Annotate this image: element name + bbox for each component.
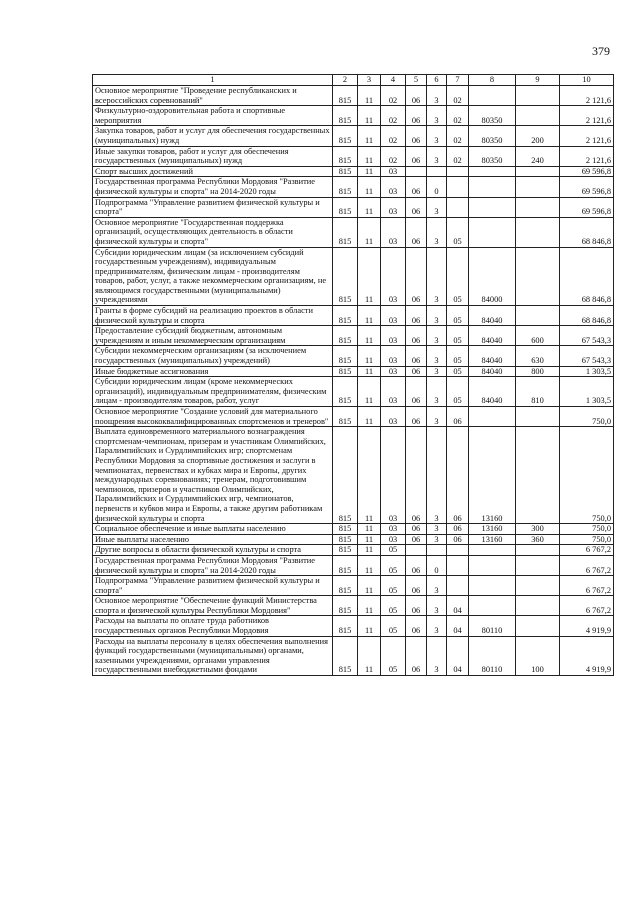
table-row [93,197,614,217]
code-cell [516,177,560,197]
code-cell: 06 [406,197,427,217]
code-cell: 05 [447,366,469,377]
code-cell [516,247,560,306]
column-header: 8 [469,75,516,86]
table-row [93,616,614,636]
code-cell: 03 [381,534,406,545]
code-cell: 06 [406,616,427,636]
code-cell: 80110 [469,636,516,675]
code-cell: 06 [406,306,427,326]
code-cell: 600 [516,326,560,346]
code-cell: 360 [516,534,560,545]
code-cell: 3 [427,326,447,346]
code-cell: 13160 [469,427,516,524]
table-header-row [93,75,614,86]
table-row [93,524,614,535]
column-header: 6 [427,75,447,86]
code-cell: 815 [333,106,358,126]
code-cell: 3 [427,377,447,407]
code-cell: 11 [358,555,381,575]
code-cell: 815 [333,126,358,146]
code-cell: 3 [427,596,447,616]
code-cell [469,596,516,616]
code-cell: 3 [427,197,447,217]
code-cell: 05 [447,377,469,407]
code-cell: 200 [516,126,560,146]
item-name-cell: Расходы на выплаты по оплате труда работников государственных органов Республики Мордовия [93,616,333,636]
code-cell: 80350 [469,106,516,126]
amount-cell: 4 919,9 [560,636,614,675]
table-row [93,346,614,366]
code-cell: 3 [427,106,447,126]
amount-cell: 1 303,5 [560,366,614,377]
item-name-cell: Физкультурно-оздоровительная работа и спортивные мероприятия [93,106,333,126]
code-cell: 815 [333,524,358,535]
code-cell: 11 [358,106,381,126]
code-cell: 06 [406,326,427,346]
code-cell: 06 [406,407,427,427]
item-name-cell: Выплата единовременного материального вознаграждения спортсменам-чемпионам, призерам и участникам Олимпийских, Паралимпийских и Сурдлимпийских игр; спортсменам Республики Мордовия за спортивные достижения и заслуги в чемпионатах, первенствах и кубках мира и Европы, других международных соревнованиях; тренерам, подготовившим чемпионов, призеров и участников Олимпийских, Паралимпийских и Сурдлимпийских игр, чемпионатов, первенств и кубков мира и Европы, а также другим работникам физической культуры и спорта [93,427,333,524]
code-cell: 06 [406,217,427,247]
column-header: 9 [516,75,560,86]
amount-cell: 2 121,6 [560,146,614,166]
code-cell: 06 [447,427,469,524]
code-cell: 815 [333,197,358,217]
code-cell [516,555,560,575]
code-cell: 630 [516,346,560,366]
code-cell [516,197,560,217]
code-cell: 815 [333,534,358,545]
amount-cell: 6 767,2 [560,545,614,556]
table-row [93,247,614,306]
code-cell [406,545,427,556]
item-name-cell: Государственная программа Республики Мордовия "Развитие физической культуры и спорта" на 2014-2020 годы [93,555,333,575]
code-cell: 02 [381,126,406,146]
item-name-cell: Субсидии юридическим лицам (кроме некоммерческих организаций), индивидуальным предпринимателям, физическим лицам - производителям товаров, работ, услуг [93,377,333,407]
column-header: 3 [358,75,381,86]
code-cell: 84040 [469,346,516,366]
code-cell: 11 [358,427,381,524]
code-cell: 3 [427,306,447,326]
code-cell: 06 [406,576,427,596]
code-cell: 03 [381,197,406,217]
column-header: 2 [333,75,358,86]
code-cell: 05 [381,545,406,556]
code-cell: 04 [447,636,469,675]
code-cell: 11 [358,596,381,616]
code-cell: 300 [516,524,560,535]
code-cell: 11 [358,576,381,596]
code-cell: 03 [381,306,406,326]
amount-cell: 68 846,8 [560,247,614,306]
code-cell [447,555,469,575]
table-row [93,146,614,166]
code-cell: 815 [333,377,358,407]
code-cell: 84040 [469,377,516,407]
budget-table [92,74,614,676]
code-cell [516,217,560,247]
code-cell: 11 [358,217,381,247]
code-cell: 815 [333,545,358,556]
code-cell: 11 [358,545,381,556]
code-cell: 05 [447,306,469,326]
code-cell [469,407,516,427]
code-cell: 3 [427,366,447,377]
page-number: 379 [592,44,610,58]
code-cell: 05 [381,576,406,596]
item-name-cell: Предоставление субсидий бюджетным, автономным учреждениям и иным некоммерческим организациям [93,326,333,346]
code-cell: 240 [516,146,560,166]
amount-cell: 750,0 [560,524,614,535]
column-header: 1 [93,75,333,86]
code-cell: 13160 [469,524,516,535]
table-row [93,326,614,346]
code-cell: 05 [447,326,469,346]
amount-cell: 69 596,8 [560,197,614,217]
code-cell: 11 [358,524,381,535]
code-cell: 11 [358,534,381,545]
code-cell [469,217,516,247]
item-name-cell: Закупка товаров, работ и услуг для обеспечения государственных (муниципальных) нужд [93,126,333,146]
code-cell: 3 [427,636,447,675]
code-cell: 11 [358,326,381,346]
code-cell: 3 [427,126,447,146]
amount-cell: 67 543,3 [560,346,614,366]
code-cell: 03 [381,524,406,535]
code-cell: 11 [358,126,381,146]
code-cell [516,616,560,636]
code-cell: 06 [406,366,427,377]
table-row [93,86,614,106]
item-name-cell: Основное мероприятие "Государственная поддержка организаций, осуществляющих деятельность в области физической культуры и спорта" [93,217,333,247]
item-name-cell: Гранты в форме субсидий на реализацию проектов в области физической культуры и спорта [93,306,333,326]
code-cell: 02 [381,146,406,166]
code-cell: 3 [427,217,447,247]
code-cell: 03 [381,427,406,524]
code-cell: 06 [406,427,427,524]
code-cell [516,407,560,427]
table-row [93,407,614,427]
code-cell [516,596,560,616]
code-cell: 02 [381,86,406,106]
item-name-cell: Иные бюджетные ассигнования [93,366,333,377]
code-cell: 05 [447,346,469,366]
code-cell: 03 [381,247,406,306]
code-cell [427,166,447,177]
amount-cell: 6 767,2 [560,576,614,596]
code-cell: 11 [358,346,381,366]
code-cell: 815 [333,177,358,197]
code-cell: 84040 [469,306,516,326]
code-cell: 3 [427,86,447,106]
item-name-cell: Основное мероприятие "Проведение республиканских и всероссийских соревнований" [93,86,333,106]
code-cell [447,576,469,596]
code-cell: 815 [333,407,358,427]
code-cell [447,177,469,197]
table-row [93,377,614,407]
table-row [93,534,614,545]
code-cell: 02 [381,106,406,126]
code-cell: 03 [381,377,406,407]
code-cell: 815 [333,427,358,524]
code-cell [516,86,560,106]
item-name-cell: Иные выплаты населению [93,534,333,545]
code-cell: 11 [358,407,381,427]
code-cell: 815 [333,366,358,377]
code-cell: 05 [381,555,406,575]
item-name-cell: Подпрограмма "Управление развитием физической культуры и спорта" [93,197,333,217]
code-cell [447,545,469,556]
code-cell [469,86,516,106]
amount-cell: 69 596,8 [560,166,614,177]
code-cell: 03 [381,217,406,247]
code-cell: 84040 [469,326,516,346]
table-row [93,427,614,524]
code-cell: 0 [427,555,447,575]
column-header: 10 [560,75,614,86]
code-cell: 11 [358,197,381,217]
amount-cell: 2 121,6 [560,106,614,126]
code-cell: 11 [358,636,381,675]
code-cell: 06 [406,555,427,575]
code-cell: 06 [406,86,427,106]
code-cell: 05 [447,217,469,247]
amount-cell: 750,0 [560,427,614,524]
code-cell: 11 [358,366,381,377]
code-cell: 06 [406,247,427,306]
table-row [93,366,614,377]
code-cell: 03 [381,366,406,377]
item-name-cell: Основное мероприятие "Создание условий для материального поощрения высококвалифицированных спортсменов и тренеров" [93,407,333,427]
item-name-cell: Спорт высших достижений [93,166,333,177]
code-cell: 06 [406,596,427,616]
amount-cell: 6 767,2 [560,596,614,616]
code-cell: 06 [406,534,427,545]
table-row [93,217,614,247]
code-cell: 815 [333,576,358,596]
code-cell: 815 [333,596,358,616]
table-row [93,177,614,197]
code-cell: 3 [427,576,447,596]
code-cell: 03 [381,346,406,366]
code-cell: 11 [358,306,381,326]
code-cell: 11 [358,377,381,407]
code-cell: 3 [427,616,447,636]
code-cell: 06 [447,407,469,427]
code-cell: 3 [427,247,447,306]
code-cell: 03 [381,166,406,177]
item-name-cell: Государственная программа Республики Мордовия "Развитие физической культуры и спорта" на 2014-2020 годы [93,177,333,197]
code-cell: 02 [447,106,469,126]
code-cell: 3 [427,146,447,166]
amount-cell: 750,0 [560,407,614,427]
code-cell: 06 [406,524,427,535]
code-cell: 05 [381,616,406,636]
code-cell: 810 [516,377,560,407]
code-cell: 13160 [469,534,516,545]
code-cell: 800 [516,366,560,377]
code-cell [469,576,516,596]
table-row [93,636,614,675]
code-cell: 84000 [469,247,516,306]
item-name-cell: Субсидии некоммерческим организациям (за исключением государственных (муниципальных) учреждений) [93,346,333,366]
code-cell [516,166,560,177]
amount-cell: 4 919,9 [560,616,614,636]
table-row [93,126,614,146]
code-cell [516,576,560,596]
code-cell: 03 [381,177,406,197]
table-row [93,166,614,177]
code-cell: 06 [406,636,427,675]
item-name-cell: Социальное обеспечение и иные выплаты населению [93,524,333,535]
code-cell: 815 [333,346,358,366]
code-cell: 06 [406,126,427,146]
table-row [93,576,614,596]
item-name-cell: Основное мероприятие "Обеспечение функций Министерства спорта и физической культуры Республики Мордовия" [93,596,333,616]
amount-cell: 2 121,6 [560,126,614,146]
code-cell: 03 [381,326,406,346]
code-cell: 11 [358,177,381,197]
table-row [93,545,614,556]
code-cell: 04 [447,596,469,616]
code-cell [469,197,516,217]
code-cell [516,106,560,126]
column-header: 5 [406,75,427,86]
code-cell: 06 [406,377,427,407]
code-cell [516,545,560,556]
amount-cell: 67 543,3 [560,326,614,346]
code-cell: 80350 [469,146,516,166]
amount-cell: 68 846,8 [560,306,614,326]
code-cell: 05 [381,596,406,616]
code-cell: 815 [333,86,358,106]
code-cell: 11 [358,86,381,106]
code-cell: 815 [333,247,358,306]
code-cell: 3 [427,534,447,545]
code-cell: 815 [333,166,358,177]
code-cell [406,166,427,177]
code-cell: 0 [427,177,447,197]
code-cell: 815 [333,616,358,636]
code-cell: 11 [358,616,381,636]
code-cell: 815 [333,636,358,675]
code-cell: 02 [447,146,469,166]
code-cell: 84040 [469,366,516,377]
code-cell: 03 [381,407,406,427]
code-cell [516,306,560,326]
code-cell: 02 [447,86,469,106]
column-header: 4 [381,75,406,86]
code-cell [469,555,516,575]
code-cell: 06 [406,346,427,366]
code-cell: 06 [406,146,427,166]
code-cell: 06 [406,177,427,197]
item-name-cell: Расходы на выплаты персоналу в целях обеспечения выполнения функций государственными (муниципальными) органами, казенными учреждениями, органами управления государственными внебюджетными фондами [93,636,333,675]
code-cell: 04 [447,616,469,636]
code-cell: 80110 [469,616,516,636]
item-name-cell: Другие вопросы в области физической культуры и спорта [93,545,333,556]
code-cell: 3 [427,407,447,427]
code-cell [469,166,516,177]
code-cell: 06 [447,524,469,535]
table-row [93,555,614,575]
code-cell: 11 [358,166,381,177]
table-row [93,106,614,126]
code-cell: 11 [358,247,381,306]
item-name-cell: Иные закупки товаров, работ и услуг для обеспечения государственных (муниципальных) нужд [93,146,333,166]
code-cell: 02 [447,126,469,146]
code-cell: 815 [333,217,358,247]
code-cell: 3 [427,524,447,535]
amount-cell: 1 303,5 [560,377,614,407]
code-cell [516,427,560,524]
amount-cell: 2 121,6 [560,86,614,106]
amount-cell: 69 596,8 [560,177,614,197]
table-row [93,596,614,616]
code-cell: 815 [333,326,358,346]
table-row [93,306,614,326]
amount-cell: 750,0 [560,534,614,545]
code-cell: 05 [381,636,406,675]
code-cell: 06 [447,534,469,545]
code-cell [469,545,516,556]
code-cell: 3 [427,346,447,366]
code-cell [447,166,469,177]
code-cell: 11 [358,146,381,166]
code-cell: 815 [333,555,358,575]
code-cell: 06 [406,106,427,126]
code-cell: 3 [427,427,447,524]
amount-cell: 6 767,2 [560,555,614,575]
code-cell [469,177,516,197]
item-name-cell: Подпрограмма "Управление развитием физической культуры и спорта" [93,576,333,596]
column-header: 7 [447,75,469,86]
code-cell: 815 [333,146,358,166]
code-cell: 80350 [469,126,516,146]
code-cell: 05 [447,247,469,306]
code-cell [427,545,447,556]
code-cell: 815 [333,306,358,326]
amount-cell: 68 846,8 [560,217,614,247]
code-cell [447,197,469,217]
code-cell: 100 [516,636,560,675]
item-name-cell: Субсидии юридическим лицам (за исключением субсидий государственным учреждениям), индивидуальным предпринимателям, физическим лицам - производителям товаров, работ, услуг, а также некоммерческим организациям, не являющимся государственными (муниципальными) учреждениями [93,247,333,306]
